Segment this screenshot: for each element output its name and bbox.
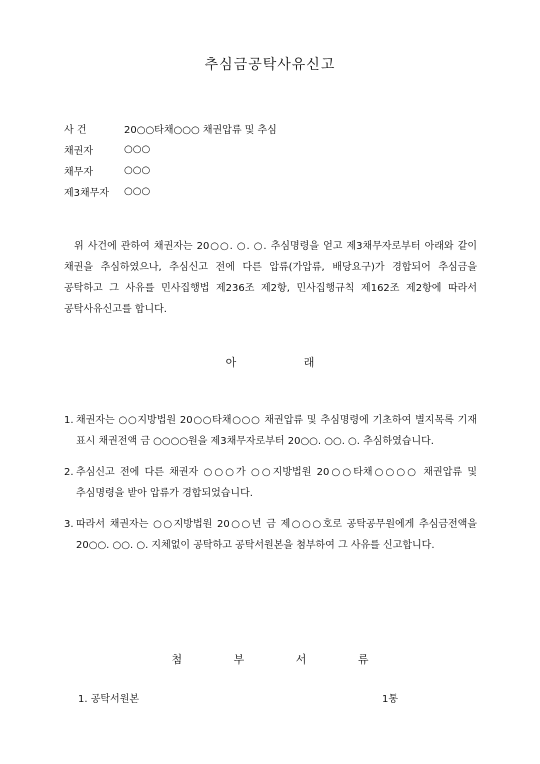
creditor-label: 채권자: [64, 146, 93, 157]
item-text: 따라서 채권자는 ○○지방법원 20○○년 금 제○○○호로 공탁공무원에게 추심금전액을 20○○. ○○. ○. 지체없이 공탁하고 공탁서원본을 첨부하여 그 사유를 신고합니다.: [76, 519, 477, 551]
third-debtor-label: 제3채무자: [64, 188, 110, 199]
document-title: 추심금공탁사유신고: [204, 57, 336, 73]
case-info-table: [64, 118, 277, 202]
case-row-third-debtor: [64, 181, 277, 202]
case-row-case: [64, 118, 277, 139]
list-item: [64, 410, 477, 452]
third-debtor-value: ○○○: [124, 186, 151, 197]
attachment-quantity: 1통: [381, 694, 398, 705]
attachments-heading: 첨 부 서 류: [171, 653, 393, 666]
item-text: 채권자는 ○○지방법원 20○○타채○○○ 채권압류 및 추심명령에 기초하여 별지목록 기재 표시 채권전액 금 ○○○○원을 제3채무자로부터 20○○. ○○. ○. 추심하였습니다.: [76, 415, 477, 447]
item-list: [64, 410, 477, 556]
case-value: 20○○타채○○○ 채권압류 및 추심: [124, 125, 277, 136]
list-item: [64, 462, 477, 504]
body-paragraph: 위 사건에 관하여 채권자는 20○○. ○. ○. 추심명령을 얻고 제3채무자로부터 아래와 같이 채권을 추심하였으나, 추심신고 전에 다른 압류(가압류, 배당요구)가 경합되어 추심금을 공탁하고 그 사유를 민사집행법 제236조 제2항, 민사집행규칙 제162조 제2항에 따라서 공탁사유신고를 합니다.: [64, 241, 477, 315]
attachment-name: 1. 공탁서원본: [78, 694, 140, 705]
case-row-creditor: [64, 139, 277, 160]
item-text: 추심신고 전에 다른 채권자 ○○○가 ○○지방법원 20○○타채○○○○ 채권압류 및 추심명령을 받아 압류가 경합되었습니다.: [76, 467, 477, 499]
item-number: 3.: [64, 519, 74, 530]
list-item: [64, 514, 477, 556]
creditor-value: ○○○: [124, 144, 151, 155]
case-row-debtor: [64, 160, 277, 181]
debtor-value: ○○○: [124, 165, 151, 176]
attachment-row: [78, 690, 398, 705]
item-number: 1.: [64, 415, 74, 426]
debtor-label: 채무자: [64, 167, 93, 178]
section-heading: 아 래: [225, 356, 347, 369]
item-number: 2.: [64, 467, 74, 478]
case-label: 사 건: [64, 125, 87, 136]
